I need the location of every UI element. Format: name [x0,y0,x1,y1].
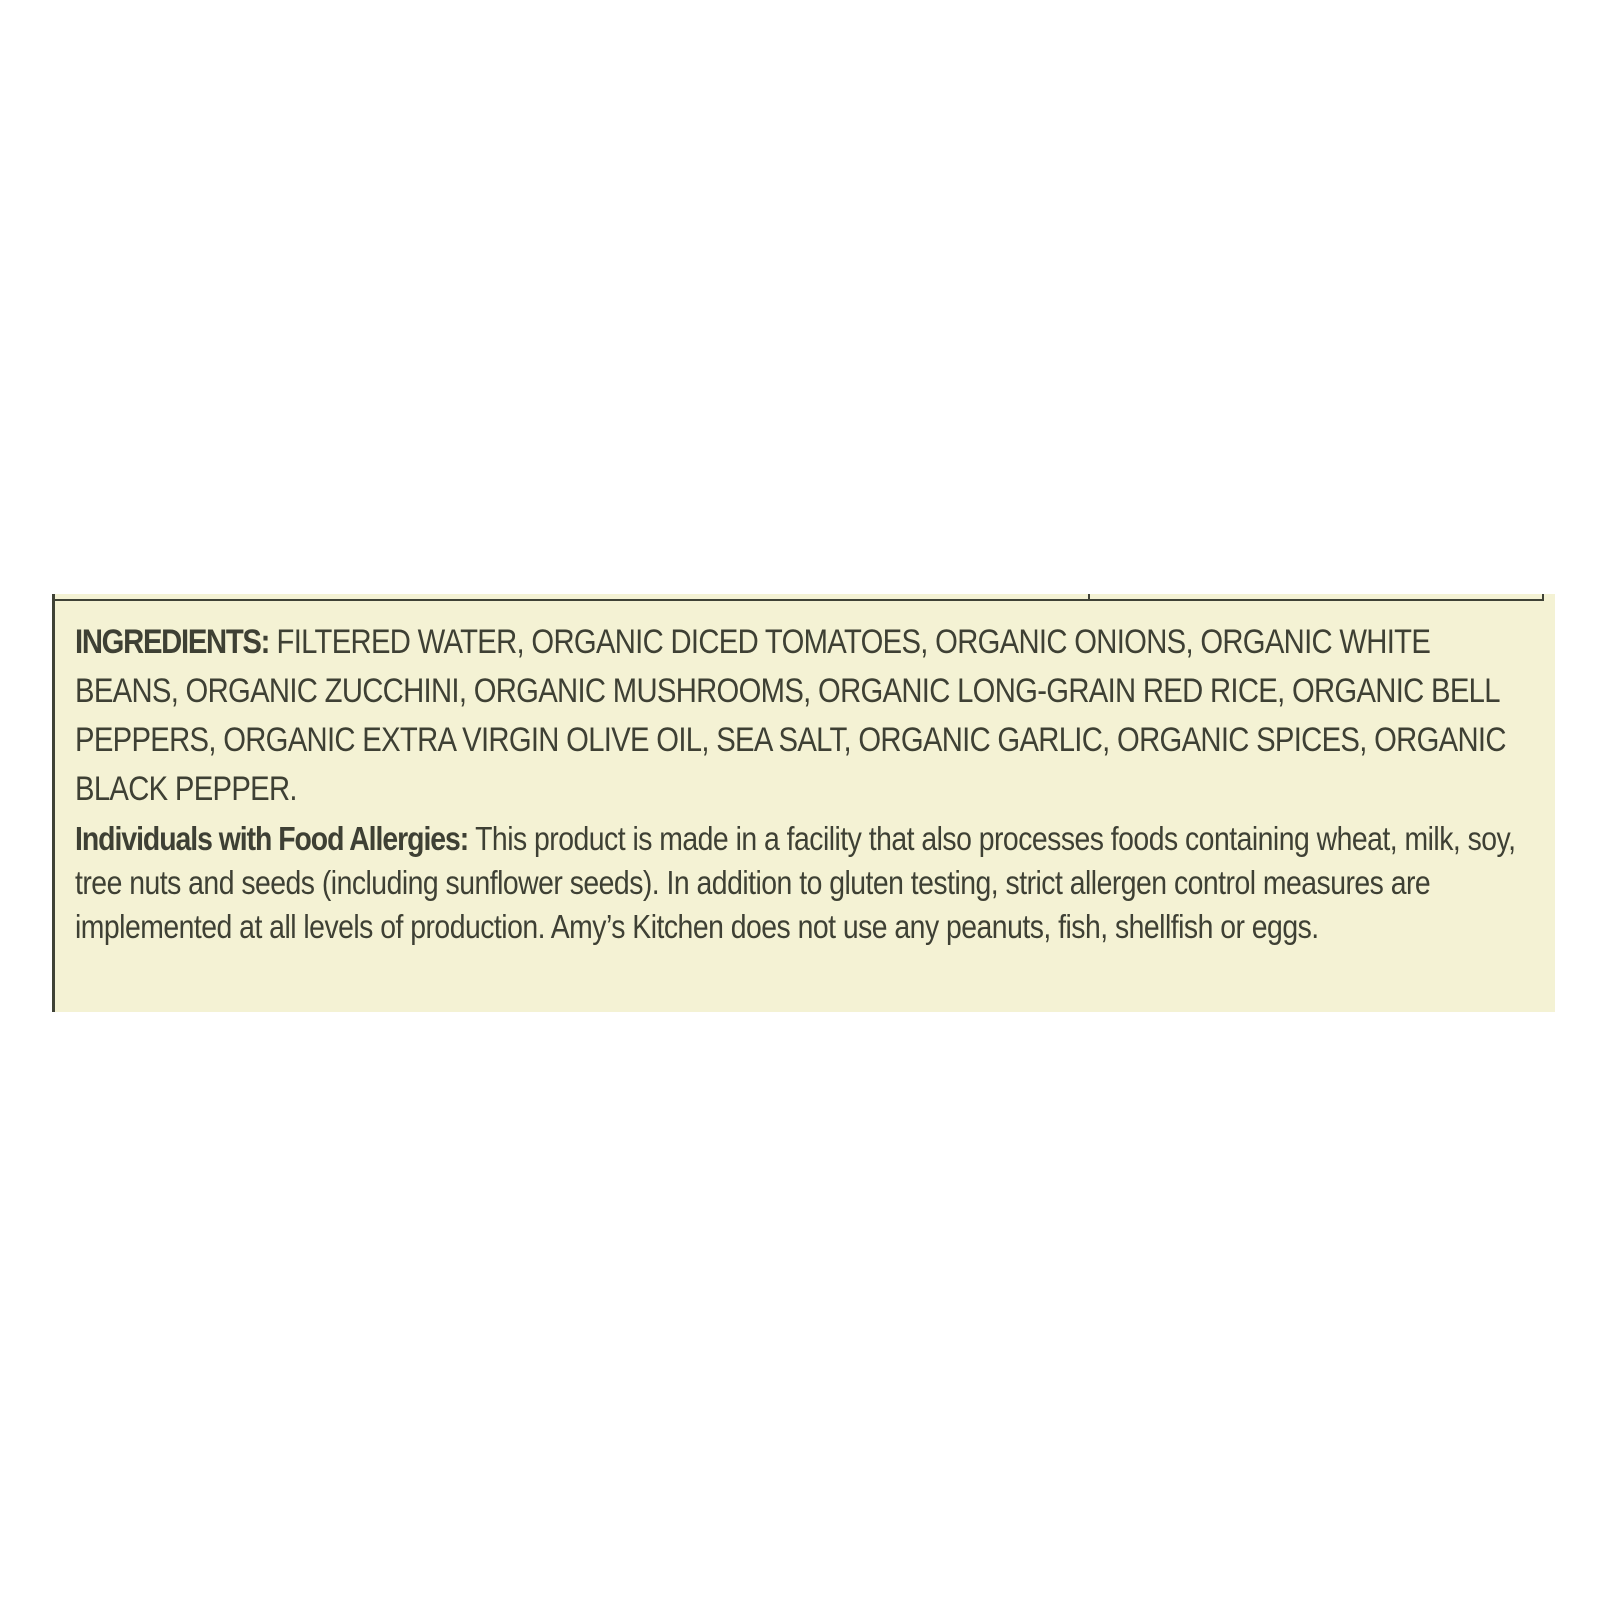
label-text-block [75,618,1535,949]
ingredients-paragraph [75,618,1537,814]
allergies-text: This product is made in a facility that also processes foods containing wheat, milk, soy, tree nuts and seeds (including sunflower seeds). In addition to gluten testing, strict allergen control measures are implemented at all levels of production. Amy’s Kitchen does not use any peanuts, fish, shellfish or eggs. [75,820,1516,945]
ingredients-label-panel [52,594,1555,1012]
ingredients-list: FILTERED WATER, ORGANIC DICED TOMATOES, ORGANIC ONIONS, ORGANIC WHITE BEANS, ORGANIC ZUCCHINI, ORGANIC MUSHROOMS, ORGANIC LONG-GRAIN RED RICE, ORGANIC BELL PEPPERS, ORGANIC EXTRA VIRGIN OLIVE OIL, SEA SALT, ORGANIC GARLIC, ORGANIC SPICES, ORGANIC BLACK PEPPER. [75,623,1506,808]
allergies-heading: Individuals with Food Allergies: [75,820,469,857]
allergy-statement [75,817,1546,949]
top-table-border [55,594,1544,601]
top-table-divider [1088,594,1090,601]
ingredients-heading: INGREDIENTS: [75,623,270,661]
